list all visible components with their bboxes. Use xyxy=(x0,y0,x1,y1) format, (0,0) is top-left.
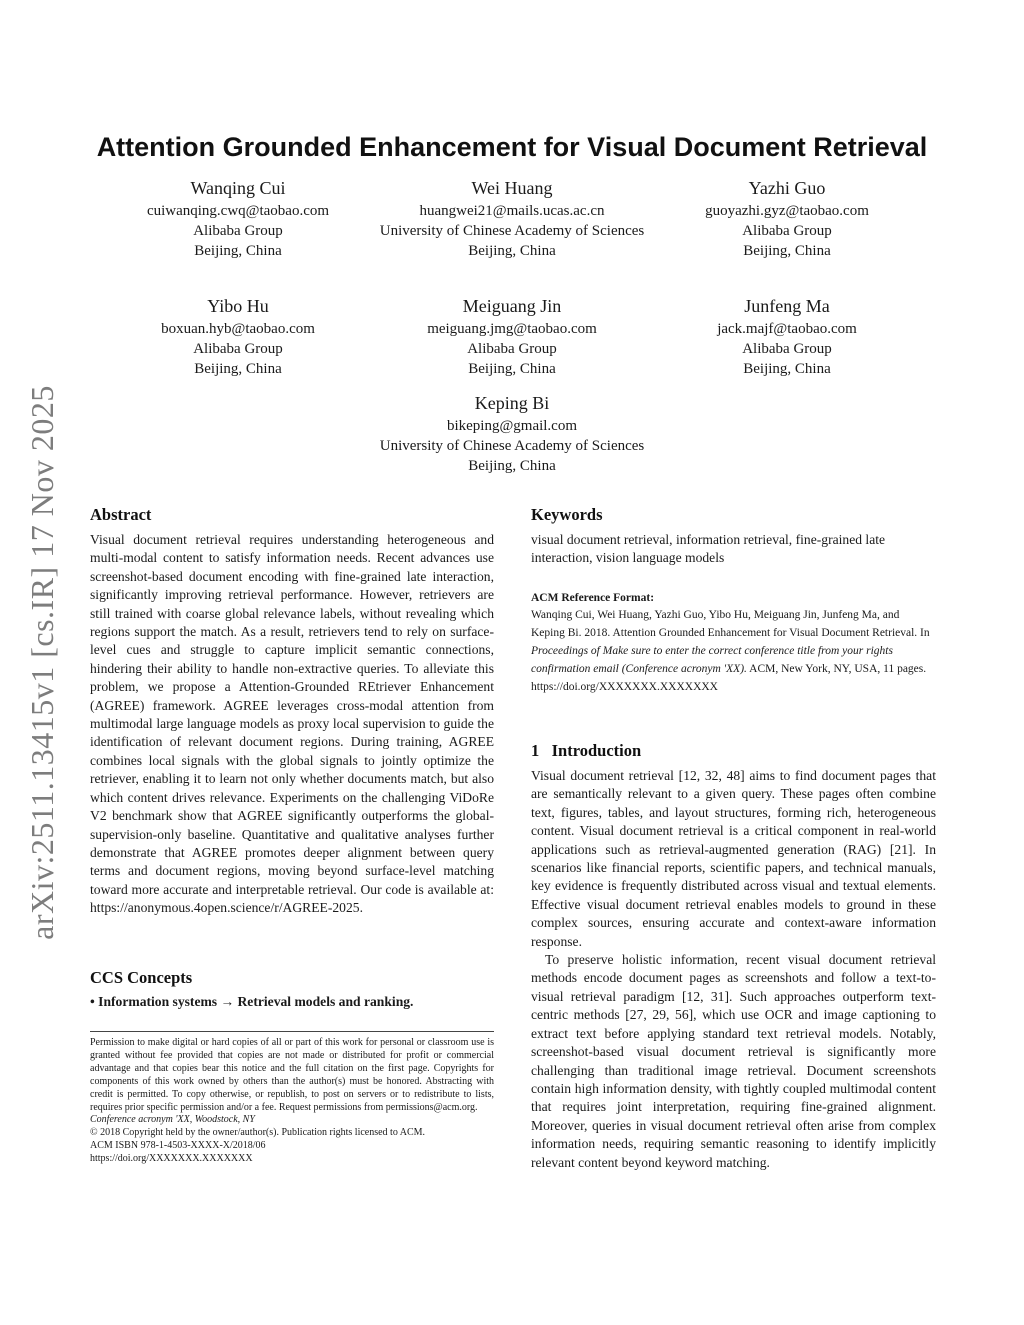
author-name: Meiguang Jin xyxy=(462,296,562,316)
acm-reference-heading: ACM Reference Format: xyxy=(531,592,655,604)
author-block xyxy=(98,294,378,379)
author-email: boxuan.hyb@taobao.com xyxy=(161,321,315,337)
permission-notice: Permission to make digital or hard copies of all or part of this work for personal or classroom use is granted without fee provided that copies are not made or distributed for profit or commercial advantage and that copies bear this notice and the full citation on the first page. Copyrights for components of this work owned by others than the author(s) must be honored. Abstracting with credit is permitted. To copy otherwise, or republish, to post on servers or to redistribute to lists, requires prior specific permission and/or a fee. Request permissions from permissions@acm.org. xyxy=(90,1037,494,1113)
acm-reference-tail: ACM, New York, NY, USA, 11 pages. https://doi.org/XXXXXXX.XXXXXXX xyxy=(531,663,927,693)
author-block xyxy=(373,391,651,476)
author-name: Keping Bi xyxy=(474,393,550,413)
author-block xyxy=(373,294,651,379)
author-name: Yazhi Guo xyxy=(748,178,826,198)
acm-reference-authors: Wanqing Cui, Wei Huang, Yazhi Guo, Yibo Hu, Meiguang Jin, Junfeng Ma, and Keping Bi. 2018. Attention Grounded Enhancement for Visual Document Retrieval. In xyxy=(531,609,930,639)
author-email: meiguang.jmg@taobao.com xyxy=(427,321,597,337)
author-block xyxy=(373,176,651,261)
author-affiliation: University of Chinese Academy of Sciences xyxy=(379,223,645,239)
author-name: Yibo Hu xyxy=(207,296,269,316)
footnote-divider xyxy=(90,1031,494,1032)
author-location: Beijing, China xyxy=(194,243,282,259)
author-location: Beijing, China xyxy=(743,243,831,259)
author-block xyxy=(98,176,378,261)
introduction-paragraph: Visual document retrieval [12, 32, 48] aims to find document pages that are semantically relevant to a given query. These pages often combine text, figures, tables, and layout structures, forming rich, heterogeneous content. Visual document retrieval is a critical component in real-world applications such as retrieval-augmented generation (RAG) [21]. In scenarios like financial reports, scientific papers, and technical manuals, key evidence is frequently distributed across visual and textual elements. Effective visual document retrieval enables models to ground in these complex sources, ensuring accurate and context-aware information response. xyxy=(531,768,936,949)
abstract-text: Visual document retrieval requires understanding heterogeneous and multi-modal content to satisfy information needs. Recent advances use screenshot-based document encoding with fine-grained late interaction, significantly improving retrieval performance. However, retrievers are still trained with coarse global relevance labels, without revealing which regions support the match. As a result, retrievers tend to rely on surface-level cues and struggle to capture implicit semantic connections, hindering their ability to handle non-extractive queries. To alleviate this problem, we propose a Attention-Grounded REtriever Enhancement (AGREE) framework. AGREE leverages cross-modal attention from multimodal large language models as proxy local supervision to guide the identification of relevant document regions. During training, AGREE combines local signals with the global signals to jointly optimize the retriever, enabling it to learn not only whether documents match, but also which content drives relevance. Experiments on the challenging ViDoRe V2 benchmark show that AGREE significantly outperforms the global-supervision-only baseline. Quantitative and qualitative analyses further demonstrate that AGREE promotes deeper alignment between query terms and document regions, moving beyond surface-level matching toward more accurate and interpretable retrieval. Our code is available at: https://anonymous.4open.science/r/AGREE-2025. xyxy=(90,532,494,916)
keywords-section xyxy=(531,505,936,568)
author-affiliation: Alibaba Group xyxy=(467,341,557,357)
introduction-section xyxy=(531,741,936,1172)
introduction-paragraph: To preserve holistic information, recent visual document retrieval methods encode document pages as screenshots and follow a text-to-visual retrieval paradigm [12, 31]. Such approaches outperform text-centric methods [27, 29, 56], which use OCR and image captioning to extract text before applying standard text retrieval models. Notably, screenshot-based visual document retrieval is significantly more challenging than traditional image retrieval. Document screenshots contain high information density, with tightly coupled multimodal content that requires joint interpretation, requiring fine-grained alignment. Moreover, queries in visual document retrieval often arise from complex information needs, requiring semantic reasoning to identify implicitly relevant content beyond keyword matching. xyxy=(531,952,936,1170)
author-affiliation: Alibaba Group xyxy=(742,341,832,357)
introduction-heading: 1 Introduction xyxy=(531,741,642,760)
author-name: Wanqing Cui xyxy=(190,178,286,198)
abstract-heading: Abstract xyxy=(90,505,152,524)
acm-reference-section xyxy=(531,592,936,696)
ccs-heading: CCS Concepts xyxy=(90,968,193,987)
keywords-text: visual document retrieval, information retrieval, fine-grained late interaction, vision language models xyxy=(531,532,886,566)
author-location: Beijing, China xyxy=(468,361,556,377)
conference-line: Conference acronym 'XX, Woodstock, NY xyxy=(90,1114,255,1126)
ccs-concept-item: • Information systems → Retrieval models and ranking. xyxy=(90,994,414,1009)
author-email: jack.majf@taobao.com xyxy=(717,321,857,337)
author-location: Beijing, China xyxy=(468,458,556,474)
author-block xyxy=(647,294,927,379)
acm-reference-venue: Proceedings of Make sure to enter the correct conference title from your rights confirmation email (Conference acronym 'XX). xyxy=(531,645,893,675)
author-email: cuiwanqing.cwq@taobao.com xyxy=(146,203,330,219)
author-affiliation: University of Chinese Academy of Sciences xyxy=(379,438,645,454)
arxiv-identifier-stamp xyxy=(20,372,64,952)
introduction-body xyxy=(531,767,936,1172)
author-name: Junfeng Ma xyxy=(744,296,830,316)
author-location: Beijing, China xyxy=(468,243,556,259)
ccs-section xyxy=(90,968,494,1010)
keywords-heading: Keywords xyxy=(531,505,603,524)
acm-reference-text xyxy=(531,606,936,696)
author-block xyxy=(647,176,927,261)
permission-footnote xyxy=(90,1037,494,1166)
author-affiliation: Alibaba Group xyxy=(193,223,283,239)
author-affiliation: Alibaba Group xyxy=(742,223,832,239)
isbn-line: ACM ISBN 978-1-4503-XXXX-X/2018/06 xyxy=(90,1140,266,1152)
author-name: Wei Huang xyxy=(471,178,553,198)
author-email: guoyazhi.gyz@taobao.com xyxy=(705,203,869,219)
arxiv-stamp-text: arXiv:2511.13415v1 [cs.IR] 17 Nov 2025 xyxy=(23,384,60,940)
copyright-line: © 2018 Copyright held by the owner/author(s). Publication rights licensed to ACM. xyxy=(90,1127,426,1139)
abstract-body xyxy=(90,531,494,918)
author-location: Beijing, China xyxy=(194,361,282,377)
paper-title: Attention Grounded Enhancement for Visual Document Retrieval xyxy=(96,132,928,162)
author-email: bikeping@gmail.com xyxy=(446,418,578,434)
author-affiliation: Alibaba Group xyxy=(193,341,283,357)
author-location: Beijing, China xyxy=(743,361,831,377)
author-email: huangwei21@mails.ucas.ac.cn xyxy=(419,203,605,219)
abstract-section xyxy=(90,505,494,918)
doi-line: https://doi.org/XXXXXXX.XXXXXXX xyxy=(90,1153,253,1165)
